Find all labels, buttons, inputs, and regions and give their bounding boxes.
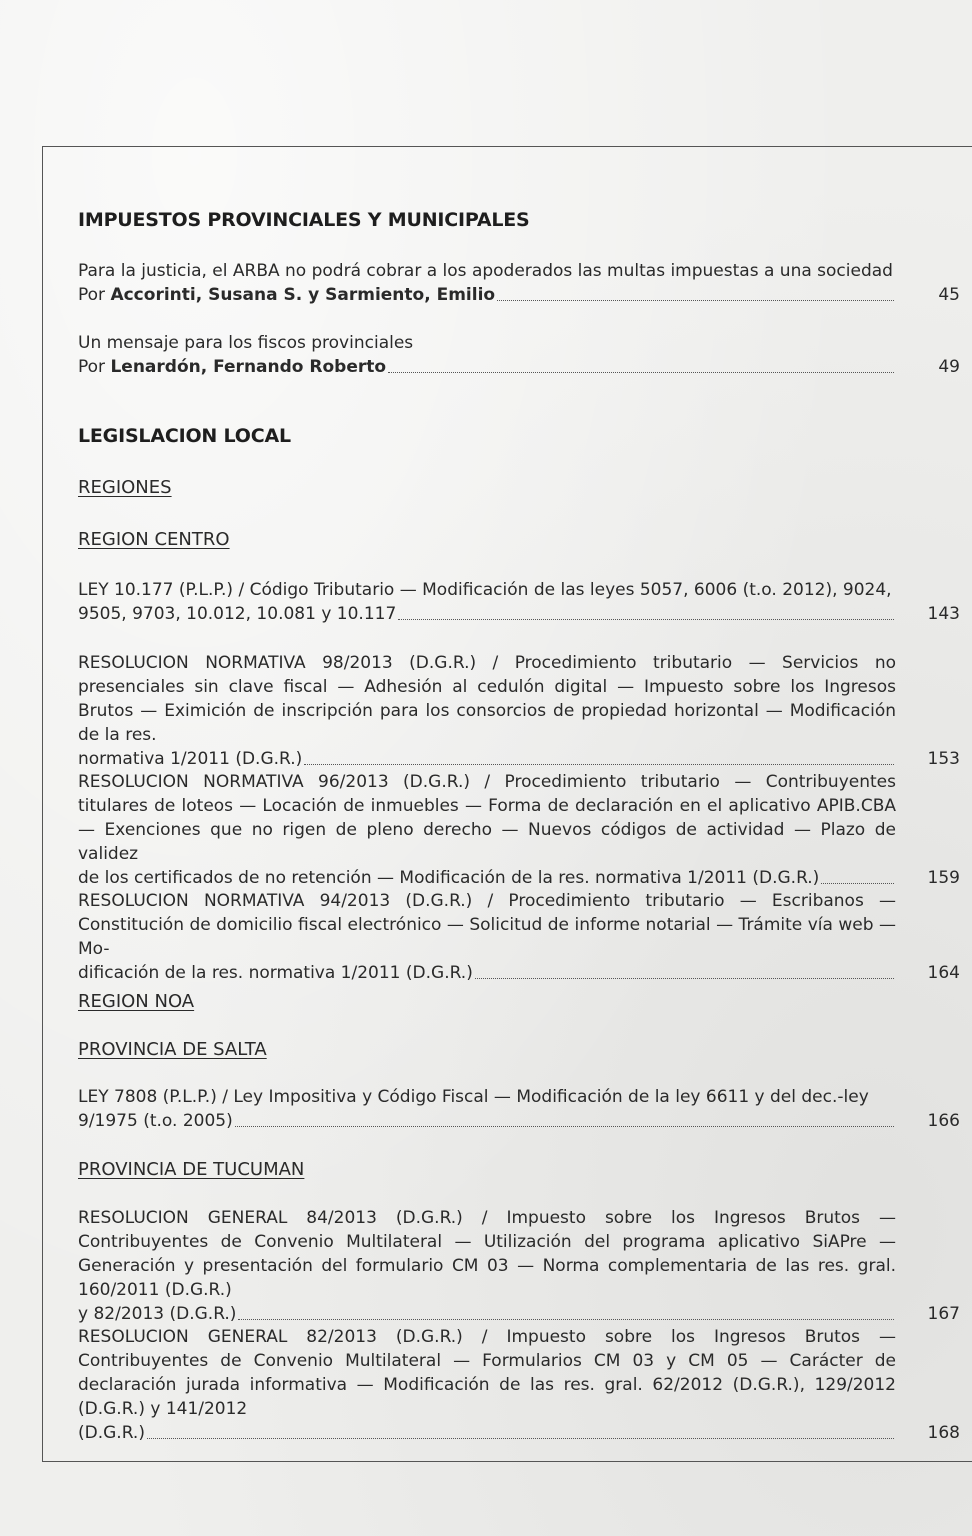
dot-leader — [821, 866, 894, 884]
article-author-prefix: Por — [78, 285, 106, 305]
toc-entry[interactable] — [78, 1325, 960, 1445]
entry-text: RESOLUCION NORMATIVA 94/2013 (D.G.R.) / Procedimiento tributario — Escribanos — Constitución de domicilio fiscal electrónico — Solicitud de informe notarial — Trámite vía web — Mo- — [78, 891, 896, 959]
heading-provincia-salta: PROVINCIA DE SALTA — [78, 1039, 267, 1060]
dot-leader — [304, 747, 894, 765]
toc-entry[interactable] — [78, 651, 960, 771]
toc-entry[interactable] — [78, 578, 960, 626]
entry-last-line: 9505, 9703, 10.012, 10.081 y 10.117 — [78, 604, 397, 624]
dot-leader — [235, 1109, 894, 1127]
article-author: Accorinti, Susana S. y Sarmiento, Emilio — [110, 285, 496, 305]
page-number: 143 — [927, 604, 960, 624]
entry-text: LEY 10.177 (P.L.P.) / Código Tributario — Modificación de las leyes 5057, 6006 (t.o. 2012), 9024, — [78, 580, 892, 600]
entry-text: RESOLUCION GENERAL 84/2013 (D.G.R.) / Impuesto sobre los Ingresos Brutos — Contribuyentes de Convenio Multilateral — Utilización del programa aplicativo SiAPre — Generación y presentación del formulario CM 03 — Norma complementaria de las res. gral. 160/2011 (D.G.R.) — [78, 1208, 896, 1300]
article-entry[interactable] — [78, 259, 960, 307]
article-entry[interactable] — [78, 331, 960, 379]
heading-region-noa: REGION NOA — [78, 991, 195, 1012]
heading-provincia-tucuman: PROVINCIA DE TUCUMAN — [78, 1159, 305, 1180]
page-number: 167 — [927, 1304, 960, 1324]
heading-regiones: REGIONES — [78, 477, 172, 498]
dot-leader — [147, 1421, 894, 1439]
article-title: Para la justicia, el ARBA no podrá cobrar a los apoderados las multas impuestas a una sociedad — [78, 261, 893, 281]
entry-last-line: normativa 1/2011 (D.G.R.) — [78, 749, 303, 769]
entry-text: RESOLUCION NORMATIVA 96/2013 (D.G.R.) / Procedimiento tributario — Contribuyentes titulares de loteos — Locación de inmuebles — Forma de declaración en el aplicativo APIB.CBA — Exenciones que no rigen de pleno derecho — Nuevos códigos de actividad — Plazo de validez — [78, 772, 896, 864]
entry-text: RESOLUCION NORMATIVA 98/2013 (D.G.R.) / Procedimiento tributario — Servicios no presenciales sin clave fiscal — Adhesión al cedulón digital — Impuesto sobre los Ingresos Brutos — Eximición de inscripción para los consorcios de propiedad horizontal — Modificación de la res. — [78, 653, 896, 745]
section-title-legislacion: LEGISLACION LOCAL — [78, 425, 291, 447]
dot-leader — [388, 355, 894, 373]
entry-last-line: y 82/2013 (D.G.R.) — [78, 1304, 237, 1324]
section-title-impuestos: IMPUESTOS PROVINCIALES Y MUNICIPALES — [78, 209, 530, 231]
article-title: Un mensaje para los fiscos provinciales — [78, 333, 414, 353]
dot-leader — [238, 1302, 894, 1320]
page-number: 168 — [927, 1423, 960, 1443]
article-author: Lenardón, Fernando Roberto — [110, 357, 387, 377]
article-author-prefix: Por — [78, 357, 106, 377]
page-number: 164 — [927, 963, 960, 983]
entry-last-line: 9/1975 (t.o. 2005) — [78, 1111, 233, 1131]
toc-entry[interactable] — [78, 1206, 960, 1326]
page-number: 159 — [927, 868, 960, 888]
toc-entry[interactable] — [78, 770, 960, 890]
entry-last-line: de los certificados de no retención — Modificación de la res. normativa 1/2011 (D.G.R.) — [78, 868, 820, 888]
dot-leader — [497, 283, 894, 301]
entry-text: RESOLUCION GENERAL 82/2013 (D.G.R.) / Impuesto sobre los Ingresos Brutos — Contribuyentes de Convenio Multilateral — Formularios CM 03 y CM 05 — Carácter de declaración jurada informativa — Modificación de las res. gral. 62/2012 (D.G.R.), 129/2012 (D.G.R.) y 141/2012 — [78, 1327, 896, 1419]
page-number: 166 — [927, 1111, 960, 1131]
dot-leader — [398, 602, 894, 620]
toc-entry[interactable] — [78, 1085, 960, 1133]
page-number: 49 — [938, 357, 960, 377]
entry-last-line: dificación de la res. normativa 1/2011 (D.G.R.) — [78, 963, 473, 983]
dot-leader — [475, 961, 894, 979]
toc-entry[interactable] — [78, 889, 960, 985]
page-number: 45 — [938, 285, 960, 305]
heading-region-centro: REGION CENTRO — [78, 529, 230, 550]
entry-last-line: (D.G.R.) — [78, 1423, 145, 1443]
page-number: 153 — [927, 749, 960, 769]
entry-text: LEY 7808 (P.L.P.) / Ley Impositiva y Código Fiscal — Modificación de la ley 6611 y del dec.-ley — [78, 1087, 869, 1107]
